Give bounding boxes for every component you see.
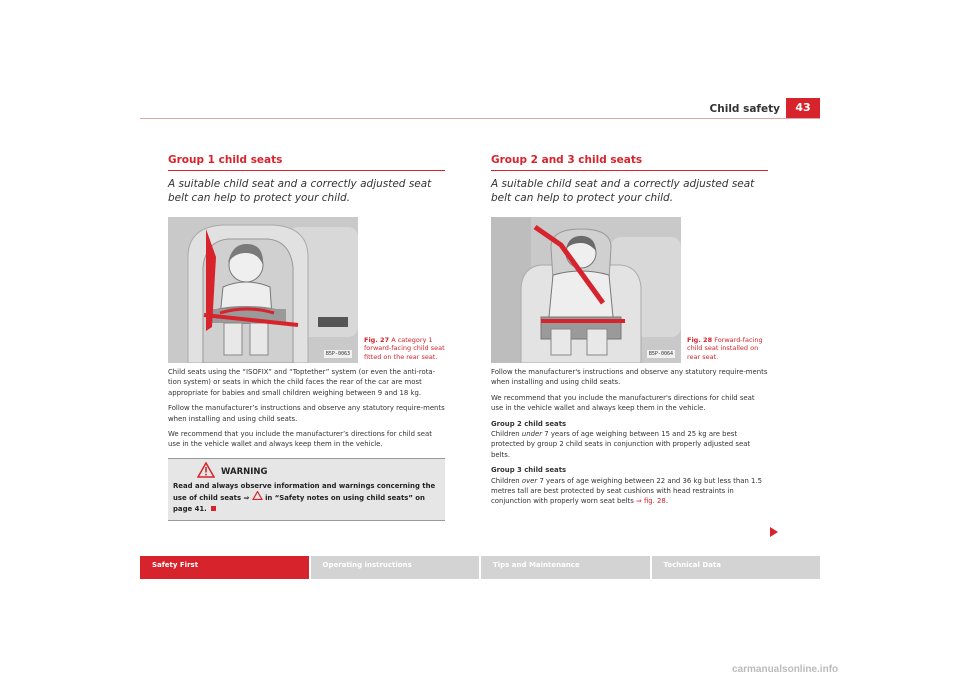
text-span: Children: [491, 430, 522, 439]
footer-tab-technical-data[interactable]: Technical Data: [652, 556, 821, 579]
left-body-text: [168, 367, 445, 450]
page-number: 43: [786, 98, 820, 118]
group2-paragraph: [491, 429, 768, 460]
end-of-section-icon: [211, 506, 216, 511]
warning-text-end: in “Safety notes on using child seats” on page 41.: [173, 494, 425, 513]
emphasis: over: [521, 476, 538, 485]
figure-number: Fig. 28: [687, 335, 713, 344]
left-column: [168, 154, 445, 521]
section-rule: [491, 170, 768, 171]
footer-tab-tips-and-maintenance[interactable]: Tips and Maintenance: [481, 556, 652, 579]
text-span: .: [665, 497, 669, 506]
paragraph: Follow the manufacturer's instructions and observe any statutory require-ments when installing and using child seats.: [491, 368, 768, 387]
figure-number: Fig. 27: [364, 335, 390, 344]
figure-28-illustration: [491, 217, 681, 363]
warning-header: [197, 463, 440, 481]
figure-caption-text: Forward-facing child seat installed on rear seat.: [687, 335, 763, 361]
text-span: 7 years of age weighing between 15 and 25 kg are best protected by group 2 child seats in conjunction with properly adjusted seat belts.: [491, 430, 751, 459]
running-header-title: Child safety: [709, 103, 780, 115]
figure-reference-link[interactable]: ⇒ fig. 28: [635, 497, 666, 506]
paragraph: We recommend that you include the manufacturer’s directions for child seat use in the vehicle wallet and always keep them in the vehicle.: [168, 430, 432, 449]
warning-triangle-icon: [197, 462, 215, 482]
figure-caption-text: A category 1 forward-facing child seat fitted on the rear seat.: [364, 335, 445, 361]
footer-nav: [140, 556, 820, 579]
right-column: [491, 154, 768, 512]
emphasis: under: [521, 430, 543, 439]
header-rule: [140, 118, 820, 119]
paragraph: Follow the manufacturer’s instructions and observe any statutory require-ments when installing and using child seats.: [168, 404, 445, 423]
section-title-group1: Group 1 child seats: [168, 154, 283, 166]
warning-inline-icon: [252, 494, 263, 502]
figure-27-caption: [364, 336, 448, 361]
next-page-arrow-icon[interactable]: [770, 522, 778, 541]
section-subtitle: A suitable child seat and a correctly adjusted seat belt can help to protect your child.: [168, 178, 432, 204]
figure-code: B5P-0063: [325, 351, 350, 357]
paragraph: Child seats using the “ISOFIX” and “Toptether” system (or even the anti-rota-tion system) or seats in which the child faces the rear of the car are most appropriate for babies and small children weighing between 9 and 18 kg.: [168, 368, 436, 397]
text-span: Children: [491, 476, 522, 485]
figure-28-caption: [687, 336, 771, 361]
group3-paragraph: [491, 476, 768, 507]
footer-tab-operating-instructions[interactable]: Operating instructions: [311, 556, 482, 579]
warning-title: WARNING: [221, 466, 268, 477]
group3-heading: Group 3 child seats: [491, 466, 567, 475]
footer-tab-safety-first[interactable]: Safety First: [140, 556, 311, 579]
group2-heading: Group 2 child seats: [491, 419, 567, 428]
warning-text-start: Read and always observe information and warnings concerning the use of child seats ⇒: [173, 481, 436, 503]
figure-28: [491, 217, 768, 363]
watermark: carmanualsonline.info: [732, 664, 839, 675]
figure-27-illustration: [168, 217, 358, 363]
warning-text: [173, 481, 440, 514]
paragraph: We recommend that you include the manufacturer's directions for child seat use in the vehicle wallet and always keep them in the vehicle.: [491, 393, 755, 413]
figure-code: B5P-0064: [648, 351, 673, 357]
section-subtitle: A suitable child seat and a correctly adjusted seat belt can help to protect your child.: [491, 178, 755, 204]
text-span: 7 years of age weighing between 22 and 36 kg but less than 1.5 metres tall are best protected by seat cushions with head restraints in conjunction with properly worn seat belts: [491, 476, 762, 506]
warning-box: [168, 458, 445, 521]
figure-27: [168, 217, 445, 363]
section-title-group23: Group 2 and 3 child seats: [491, 154, 643, 166]
right-body-text: [491, 367, 768, 507]
section-rule: [168, 170, 445, 171]
